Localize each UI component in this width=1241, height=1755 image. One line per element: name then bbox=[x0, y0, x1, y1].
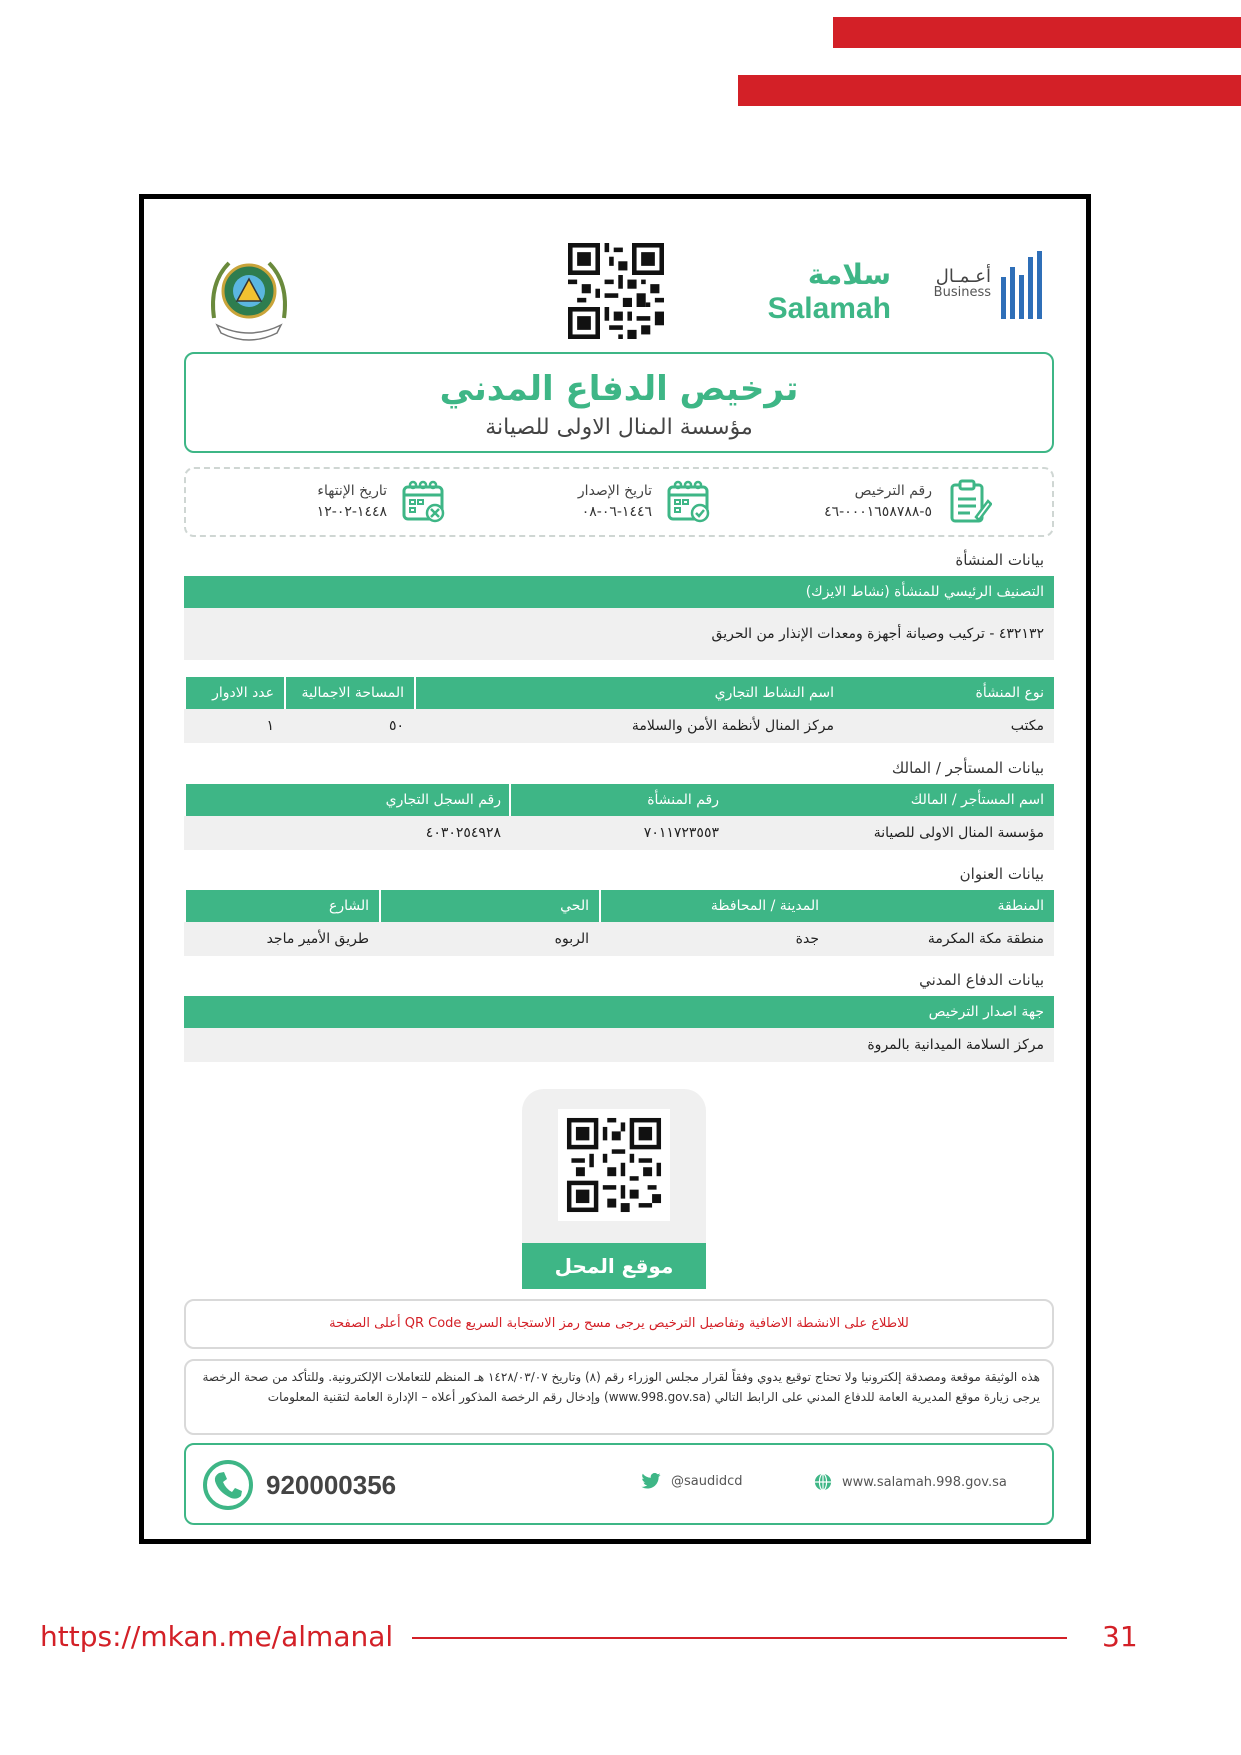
facility-header-area: المساحة الاجمالية bbox=[284, 677, 414, 709]
civil-defense-section-title: بيانات الدفاع المدني bbox=[919, 971, 1044, 989]
issuer-label: جهة اصدار الترخيص bbox=[928, 1004, 1044, 1020]
page-number: 31 bbox=[1102, 1620, 1138, 1653]
calendar-check-icon bbox=[666, 479, 712, 525]
clipboard-icon bbox=[946, 479, 992, 525]
salamah-logo bbox=[768, 259, 891, 327]
address-table-row bbox=[184, 922, 1054, 956]
license-title-box bbox=[184, 352, 1054, 453]
establishment-name: مؤسسة المنال الاولى للصيانة bbox=[485, 415, 753, 440]
expiry-date-value: ١٤٤٨-٠٢-١٢ bbox=[316, 504, 387, 520]
footer-divider bbox=[412, 1637, 1067, 1639]
address-region: منطقة مكة المكرمة bbox=[927, 931, 1044, 947]
tenant-table-header bbox=[184, 784, 1054, 816]
license-qr-code-icon[interactable] bbox=[568, 243, 664, 339]
tenant-table-row bbox=[184, 816, 1054, 850]
issue-date-field bbox=[578, 479, 712, 525]
facility-floors: ١ bbox=[266, 718, 274, 734]
address-city: جدة bbox=[795, 931, 819, 947]
abshir-logo-arabic: أعـمـال bbox=[935, 266, 991, 287]
address-street: طريق الأمير ماجد bbox=[266, 931, 369, 947]
license-document bbox=[139, 194, 1091, 1544]
salamah-logo-english: Salamah bbox=[767, 292, 891, 325]
tenant-name: مؤسسة المنال الاولى للصيانة bbox=[873, 825, 1044, 841]
license-number-label: رقم الترخيص bbox=[854, 483, 932, 499]
tenant-header-cr-no: رقم السجل التجاري bbox=[184, 784, 509, 816]
abshir-business-logo bbox=[934, 251, 1042, 319]
tenant-header-establishment-no: رقم المنشأة bbox=[509, 784, 729, 816]
location-qr-card[interactable] bbox=[522, 1089, 706, 1289]
contact-footer bbox=[184, 1443, 1054, 1525]
tenant-establishment-no: ٧٠١١٧٢٣٥٥٣ bbox=[643, 825, 719, 841]
phone-icon bbox=[202, 1459, 254, 1511]
classification-header bbox=[184, 576, 1054, 608]
twitter-icon bbox=[641, 1473, 661, 1489]
phone-contact[interactable] bbox=[202, 1459, 396, 1511]
address-table-header bbox=[184, 890, 1054, 922]
issuer-row bbox=[184, 1028, 1054, 1062]
calendar-x-icon bbox=[401, 479, 447, 525]
issue-date-value: ١٤٤٦-٠٦-٠٨ bbox=[581, 504, 652, 520]
page-url[interactable]: https://mkan.me/almanal bbox=[40, 1620, 394, 1653]
facility-section-title: بيانات المنشأة bbox=[955, 551, 1044, 569]
expiry-date-field bbox=[317, 479, 447, 525]
facility-type: مكتب bbox=[1010, 718, 1044, 734]
license-info-box bbox=[184, 467, 1054, 537]
facility-header-type: نوع المنشأة bbox=[975, 685, 1044, 701]
expiry-date-label: تاريخ الإنتهاء bbox=[317, 483, 387, 499]
twitter-handle: @saudidcd bbox=[671, 1473, 743, 1489]
tenant-header-name: اسم المستأجر / المالك bbox=[910, 792, 1044, 808]
abshir-logo-english: Business bbox=[933, 285, 991, 300]
address-header-region: المنطقة bbox=[997, 898, 1044, 914]
issuer-header bbox=[184, 996, 1054, 1028]
website-url: www.salamah.998.gov.sa bbox=[842, 1474, 1007, 1490]
facility-activity: مركز المنال لأنظمة الأمن والسلامة bbox=[631, 718, 834, 734]
abshir-bars-icon bbox=[1001, 251, 1042, 319]
address-header-district: الحي bbox=[379, 890, 599, 922]
tenant-cr-no: ٤٠٣٠٢٥٤٩٢٨ bbox=[425, 825, 501, 841]
license-number-value: ٥-٠٠٠١٦٥٨٧٨٨-٤٦ bbox=[824, 504, 932, 520]
license-title: ترخيص الدفاع المدني bbox=[439, 369, 799, 409]
website-link[interactable] bbox=[814, 1473, 1007, 1491]
decorative-red-bar-top bbox=[833, 17, 1241, 48]
classification-row bbox=[184, 608, 1054, 660]
facility-header-activity: اسم النشاط التجاري bbox=[414, 677, 844, 709]
location-qr-label: موقع المحل bbox=[522, 1243, 706, 1289]
tenant-section-title: بيانات المستأجر / المالك bbox=[891, 759, 1044, 777]
license-number-field bbox=[824, 479, 992, 525]
issue-date-label: تاريخ الإصدار bbox=[577, 483, 652, 499]
facility-table-row bbox=[184, 709, 1054, 743]
classification-value: ٤٣٢١٣٢ - تركيب وصيانة أجهزة ومعدات الإنذار من الحريق bbox=[711, 626, 1044, 642]
address-header-city: المدينة / المحافظة bbox=[599, 890, 829, 922]
address-section-title: بيانات العنوان bbox=[959, 865, 1044, 883]
facility-area: ٥٠ bbox=[388, 718, 404, 734]
globe-icon bbox=[814, 1473, 832, 1491]
salamah-logo-arabic: سلامة bbox=[807, 258, 891, 291]
location-qr-code-icon[interactable] bbox=[558, 1109, 670, 1221]
address-district: الربوه bbox=[554, 931, 589, 947]
facility-table-header bbox=[184, 677, 1054, 709]
twitter-link[interactable] bbox=[641, 1473, 743, 1489]
facility-header-floors: عدد الادوار bbox=[184, 677, 284, 709]
civil-defense-emblem-icon bbox=[199, 243, 299, 343]
classification-label: التصنيف الرئيسي للمنشأة (نشاط الايزك) bbox=[805, 584, 1044, 600]
qr-notice: للاطلاع على الانشطة الاضافية وتفاصيل الترخيص يرجى مسح رمز الاستجابة السريع QR Code أعلى الصفحة bbox=[184, 1299, 1054, 1349]
decorative-red-bar-second bbox=[738, 75, 1241, 106]
issuer-value: مركز السلامة الميدانية بالمروة bbox=[867, 1037, 1044, 1053]
e-signature-disclaimer: هذه الوثيقة موقعة ومصدقة إلكترونيا ولا تحتاج توقيع يدوي وفقاً لقرار مجلس الوزراء رقم (٨) وتاريخ ١٤٢٨/٠٣/٠٧ هـ المنظم للتعاملات الإلكترونية. وللتأكد من صحة الرخصة يرجى زيارة موقع المديرية العامة للدفاع المدني على الرابط التالي (www.998.gov.sa) وإدخال رقم الرخصة المذكور أعلاه – الإدارة العامة لتقنية المعلومات bbox=[184, 1359, 1054, 1435]
address-header-street: الشارع bbox=[184, 890, 379, 922]
phone-number: 920000356 bbox=[266, 1469, 397, 1500]
